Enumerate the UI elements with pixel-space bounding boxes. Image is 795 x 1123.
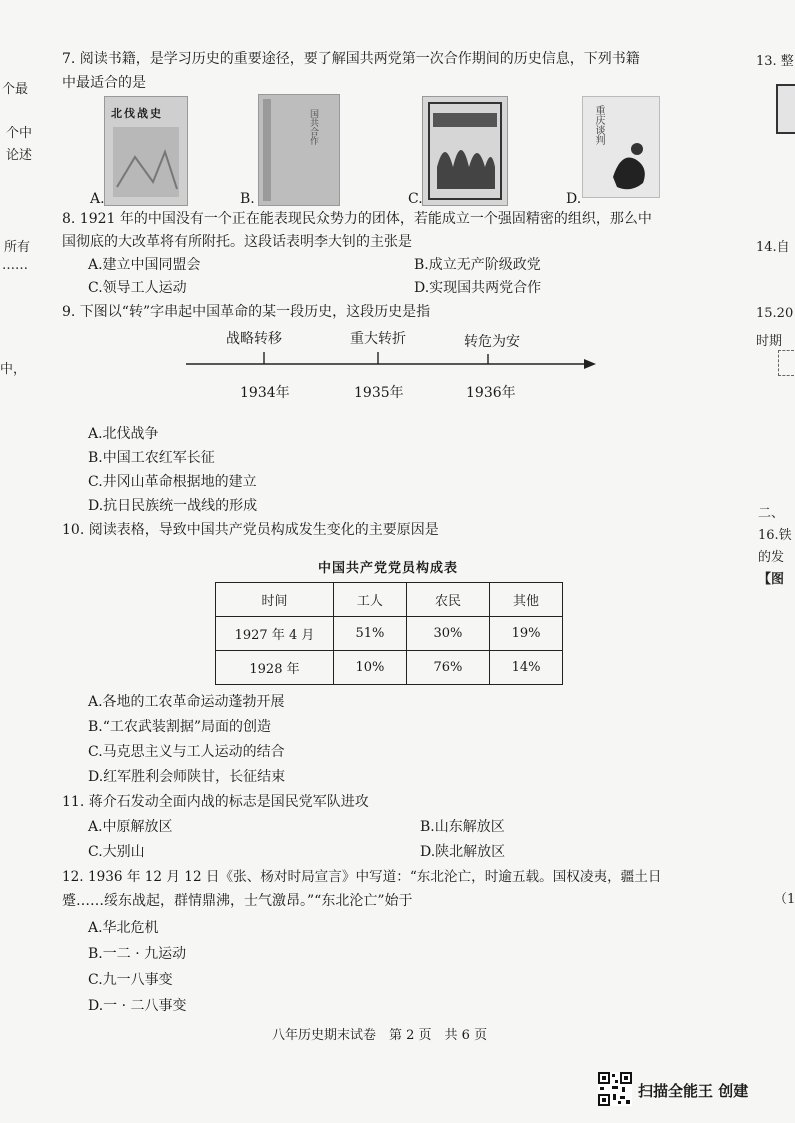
option-9d: D.抗日民族统一战线的形成 (88, 498, 258, 514)
left-edge-fragment: 个最 (2, 82, 29, 97)
option-7b: B. (240, 191, 255, 207)
right-edge-fragment: 【图 (758, 572, 785, 587)
timeline-year-3: 1936年 (466, 385, 516, 401)
question-7-stem: 7. 阅读书籍，是学习历史的重要途径，要了解国共两党第一次合作期间的历史信息，下列书籍 (62, 51, 640, 67)
left-edge-fragment: 个中 (6, 126, 33, 141)
page-footer: 八年历史期末试卷 第 2 页 共 6 页 (272, 1028, 488, 1043)
option-9c: C.井冈山革命根据地的建立 (88, 474, 257, 490)
table-header-cell: 其他 (490, 583, 563, 617)
option-8a: A.建立中国同盟会 (88, 257, 201, 273)
question-12-stem: 12. 1936 年 12 月 12 日《张、杨对时局宣言》中写道：“东北沦亡，时逾五载。国权凌夷，疆土日 (62, 869, 662, 885)
table-cell: 19% (490, 617, 563, 651)
table-row (216, 651, 563, 685)
right-edge-fragment: 16.铁 (758, 528, 792, 543)
book-cover-c-image (422, 96, 508, 206)
left-edge-fragment: 所有 (4, 240, 31, 255)
question-10-stem: 10. 阅读表格，导致中国共产党员构成发生变化的主要原因是 (62, 522, 439, 538)
book-c-texture (423, 97, 507, 205)
option-8c: C.领导工人运动 (88, 280, 187, 296)
option-12c: C.九一八事变 (88, 972, 173, 988)
option-10d: D.红军胜利会师陕甘，长征结束 (88, 769, 286, 785)
table-title: 中国共产党党员构成表 (318, 561, 459, 576)
question-8-stem: 国彻底的大改革将有所附托。这段话表明李大钊的主张是 (62, 234, 412, 250)
option-10b: B.“工农武装割据”局面的创造 (88, 719, 272, 735)
option-9a: A.北伐战争 (88, 426, 159, 442)
table-cell: 51% (333, 617, 406, 651)
right-edge-box-fragment (778, 350, 794, 376)
table-cell: 30% (406, 617, 489, 651)
right-edge-image-fragment (776, 84, 795, 134)
option-7a: A. (90, 191, 105, 207)
table-cell: 76% (406, 651, 489, 685)
timeline-event-3: 转危为安 (464, 334, 520, 350)
option-12b: B.一二 · 九运动 (88, 946, 187, 962)
option-7c: C. (408, 191, 423, 207)
left-edge-fragment: 中， (0, 362, 27, 377)
timeline-year-1: 1934年 (240, 385, 290, 401)
option-11c: C.大别山 (88, 844, 145, 860)
option-8b: B.成立无产阶级政党 (414, 257, 541, 273)
option-10c: C.马克思主义与工人运动的结合 (88, 744, 285, 760)
table-header-row (216, 583, 563, 617)
option-11b: B.山东解放区 (420, 819, 505, 835)
table-cell: 10% (333, 651, 406, 685)
option-11d: D.陕北解放区 (420, 844, 506, 860)
right-edge-fragment: 的发 (758, 550, 785, 565)
book-a-texture (105, 97, 187, 205)
table-header-cell: 工人 (333, 583, 406, 617)
qr-code-icon (598, 1072, 632, 1106)
right-edge-fragment: 15.20 (756, 306, 794, 321)
timeline-event-1: 战略转移 (226, 331, 282, 347)
option-12a: A.华北危机 (88, 920, 159, 936)
right-edge-fragment: 13. 整 (756, 54, 794, 69)
table-cell: 1928 年 (216, 651, 334, 685)
book-cover-a-image (104, 96, 188, 206)
option-11a: A.中原解放区 (88, 819, 173, 835)
question-7-stem: 中最适合的是 (62, 75, 146, 91)
book-cover-d-image (582, 96, 660, 198)
table-row (216, 617, 563, 651)
book-a-title: 北伐战史 (111, 107, 163, 120)
option-12d: D.一 · 二八事变 (88, 998, 187, 1014)
table-cell: 14% (490, 651, 563, 685)
left-edge-fragment: 论述 (6, 148, 33, 163)
scanner-watermark: 扫描全能王 创建 (638, 1082, 749, 1100)
question-8-stem: 8. 1921 年的中国没有一个正在能表现民众势力的团体，若能成立一个强固精密的组织，那么中 (62, 211, 652, 227)
question-9-stem: 9. 下图以“转”字串起中国革命的某一段历史，这段历史是指 (62, 304, 431, 320)
timeline-year-2: 1935年 (354, 385, 404, 401)
right-edge-fragment: 二、 (758, 506, 785, 521)
book-d-title: 重庆谈判 (593, 105, 604, 145)
option-9b: B.中国工农红军长征 (88, 450, 215, 466)
right-edge-fragment: （1 (774, 892, 795, 907)
timeline-event-2: 重大转折 (350, 331, 406, 347)
option-7d: D. (566, 191, 582, 207)
right-edge-fragment: 14.自 (756, 240, 790, 255)
option-8d: D.实现国共两党合作 (414, 280, 542, 296)
book-d-texture (583, 97, 659, 197)
timeline-diagram (180, 344, 600, 376)
option-10a: A.各地的工农革命运动蓬勃开展 (88, 694, 285, 710)
party-membership-table (215, 582, 563, 685)
question-11-stem: 11. 蒋介石发动全面内战的标志是国民党军队进攻 (62, 794, 369, 810)
table-header-cell: 时间 (216, 583, 334, 617)
book-b-title: 国共合作 (308, 109, 318, 145)
timeline-arrow-icon (584, 359, 596, 369)
left-edge-fragment: …… (2, 258, 28, 273)
book-b-texture (259, 95, 339, 205)
question-12-stem: 蹙……绥东战起，群情鼎沸，士气激昂。”“东北沦亡”始于 (62, 893, 413, 909)
table-cell: 1927 年 4 月 (216, 617, 334, 651)
table-header-cell: 农民 (406, 583, 489, 617)
right-edge-fragment: 时期 (756, 334, 783, 349)
book-cover-b-image (258, 94, 340, 206)
